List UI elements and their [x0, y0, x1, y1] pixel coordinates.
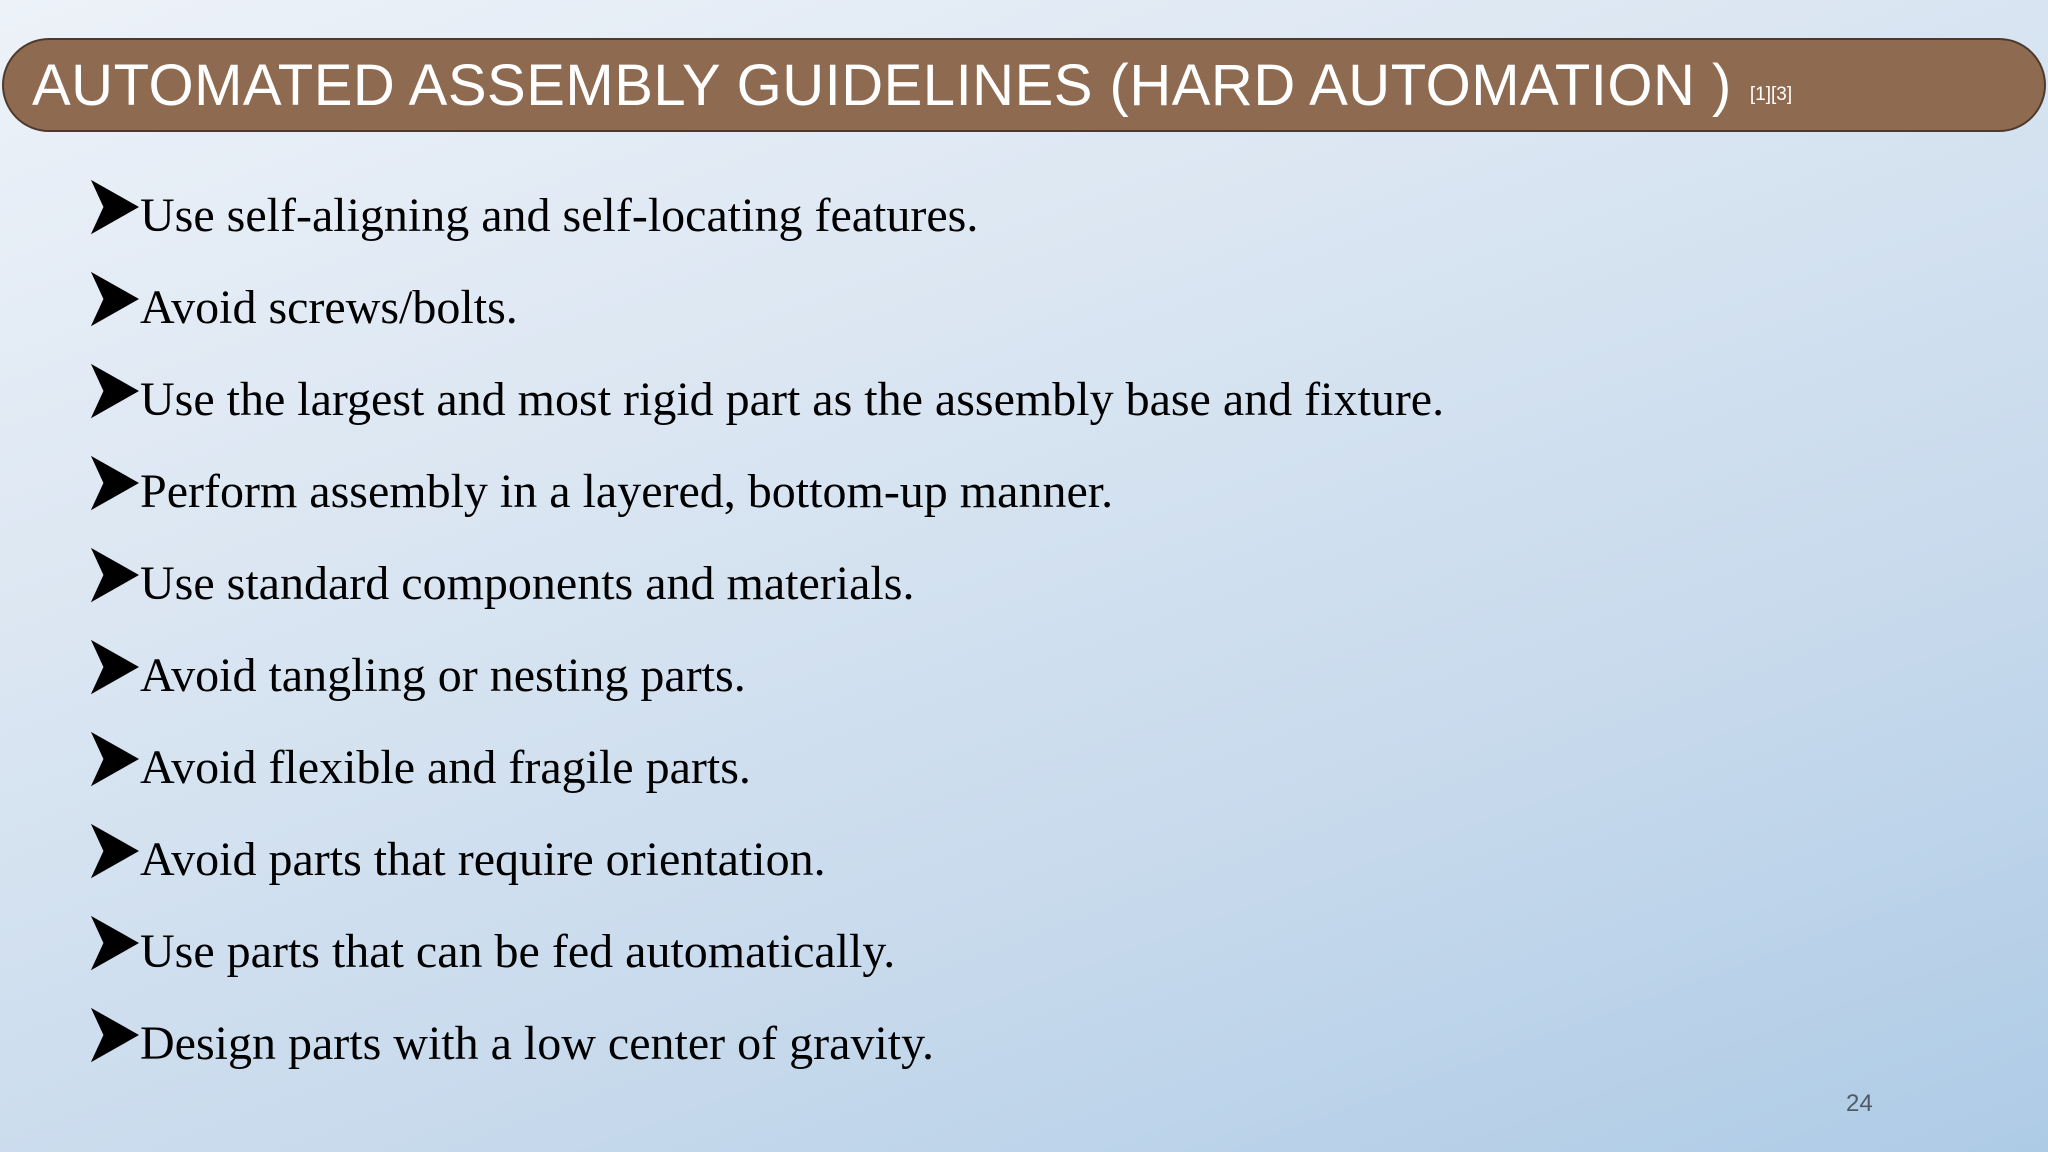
arrowhead-bullet-icon	[90, 1006, 140, 1064]
bullet-text: Use the largest and most rigid part as the assembly base and fixture.	[140, 373, 1445, 426]
title-bar	[2, 38, 2046, 132]
slide-title: AUTOMATED ASSEMBLY GUIDELINES (HARD AUTOMATION )	[32, 52, 1732, 118]
bullet-list	[90, 170, 1444, 1090]
arrowhead-bullet-icon	[90, 822, 140, 880]
arrowhead-bullet-icon	[90, 454, 140, 512]
list-item	[90, 538, 1444, 630]
bullet-text: Design parts with a low center of gravity.	[140, 1017, 934, 1070]
bullet-text: Avoid parts that require orientation.	[140, 833, 826, 886]
bullet-text: Use parts that can be fed automatically.	[140, 925, 896, 978]
arrowhead-bullet-icon	[90, 638, 140, 696]
arrowhead-bullet-icon	[90, 362, 140, 420]
list-item	[90, 170, 1444, 262]
list-item	[90, 722, 1444, 814]
title-reference: [1][3]	[1749, 84, 1793, 105]
list-item	[90, 630, 1444, 722]
page-number: 24	[1846, 1090, 1873, 1117]
list-item	[90, 998, 1444, 1090]
bullet-text: Perform assembly in a layered, bottom-up manner.	[140, 465, 1114, 518]
arrowhead-bullet-icon	[90, 178, 140, 236]
list-item	[90, 262, 1444, 354]
list-item	[90, 446, 1444, 538]
list-item	[90, 354, 1444, 446]
list-item	[90, 814, 1444, 906]
arrowhead-bullet-icon	[90, 914, 140, 972]
bullet-text: Avoid flexible and fragile parts.	[140, 741, 751, 794]
bullet-text: Avoid tangling or nesting parts.	[140, 649, 746, 702]
list-item	[90, 906, 1444, 998]
bullet-text: Avoid screws/bolts.	[140, 281, 518, 334]
bullet-text: Use self-aligning and self-locating features.	[140, 189, 979, 242]
arrowhead-bullet-icon	[90, 270, 140, 328]
bullet-text: Use standard components and materials.	[140, 557, 915, 610]
arrowhead-bullet-icon	[90, 730, 140, 788]
arrowhead-bullet-icon	[90, 546, 140, 604]
